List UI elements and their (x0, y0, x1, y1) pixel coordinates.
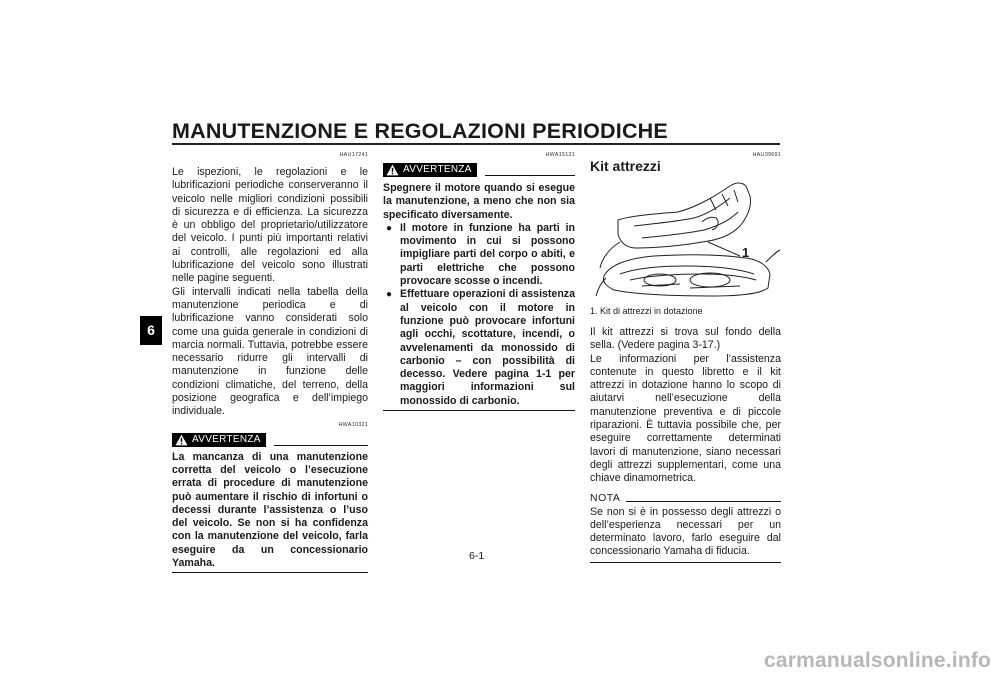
paragraph: Le ispezioni, le regolazioni e le lubrificazioni periodiche conserveranno il veicolo nelle migliori condizioni possibili di sicurezza e di efficienza. La sicurezza è un obbligo del proprietario/utilizzatore del veicolo. I punti più importanti relativi ai controlli, alle regolazioni ed alla lubrificazione del veicolo sono illustrati nelle pagine seguenti. (172, 166, 368, 285)
tool-kit-figure (590, 176, 781, 304)
warning-label: AVVERTENZA (192, 433, 261, 445)
warning-code: HWA10321 (338, 421, 368, 428)
bullet-icon: ● (386, 289, 393, 301)
title-rule (172, 143, 780, 145)
note-header (590, 490, 781, 504)
note-end-rule (590, 562, 781, 563)
note-rule (626, 501, 781, 502)
paragraph: Il kit attrezzi si trova sul fondo della sella. (Vedere pagina 3-17.) (590, 326, 781, 352)
warning-header (172, 429, 368, 447)
paragraph: Gli intervalli indicati nella tabella della manutenzione periodica e di lubrificazione vanno considerati solo come una guida generale in condizioni di marcia normali. Tuttavia, potrebbe essere necessario ridurre gli intervalli di manutenzione in funzione delle condizioni climatiche, del terreno, della posizione geografica e dell’impiego individuale. (172, 285, 368, 418)
page-title: MANUTENZIONE E REGOLAZIONI PERIODICHE (172, 119, 668, 143)
warning-text (383, 182, 575, 408)
column-middle (383, 152, 575, 411)
warning-rule (274, 445, 368, 446)
column-right (590, 152, 781, 563)
section-code: HAU17241 (339, 152, 368, 158)
note-text: Se non si è in possesso degli attrezzi o dell’esperienza necessari per un determinato lavoro, farlo eseguire dal concessionario Yamaha di fiducia. (590, 505, 781, 558)
page-number: 6-1 (469, 550, 485, 562)
column-left (172, 152, 368, 573)
warning-triangle-icon (386, 164, 399, 176)
warning-header (383, 159, 575, 177)
section-title: Kit attrezzi (590, 158, 661, 174)
bullet-text: Il motore in funzione ha parti in movimento in cui si possono impigliare parti del corpo o abiti, e parti elettriche che possono provocare scosse o incendi. (400, 221, 575, 288)
warning-rule (485, 175, 575, 176)
bullet-icon: ● (386, 222, 393, 234)
warning-code: HWA15121 (545, 152, 575, 158)
warning-end-rule (383, 410, 575, 411)
seat-underside-illustration (590, 176, 781, 304)
warning-badge (383, 163, 477, 177)
intro-text (172, 166, 368, 419)
warning-text: La mancanza di una manutenzione corretta del veicolo o l’esecuzione errata di procedure di manutenzione può aumentare il rischio di infortuni o decessi durante l’assistenza o l’uso del veicolo. Se non si ha confidenza con la manutenzione del veicolo, farla eseguire da un concessionario Yamaha. (172, 450, 368, 570)
warning-bullet-list (383, 222, 575, 408)
bullet-text: Effettuare operazioni di assistenza al veicolo con il motore in funzione può provocare infortuni agli occhi, scottature, incendi, o avvelenamenti da monossido di carbonio – con possibilità di decesso. Vedere pagina 1-1 per maggiori informazioni sul monossido di carbonio. (400, 288, 575, 407)
warning-label: AVVERTENZA (403, 164, 472, 175)
figure-caption: 1. Kit di attrezzi in dotazione (590, 306, 703, 316)
bullet-item (383, 222, 575, 288)
watermark: carmanualsonline.info (764, 649, 991, 672)
bullet-item (383, 288, 575, 408)
section-code: HAU39691 (752, 152, 781, 158)
paragraph: Le informazioni per l’assistenza contenute in questo libretto e il kit attrezzi in dotazione hanno lo scopo di aiutarvi nell’esecuzione della manutenzione preventiva e di piccole riparazioni. È tuttavia possibile che, per eseguire correttamente determinati lavori di manutenzione, siano necessari degli attrezzi supplementari, come una chiave dinamometrica. (590, 352, 781, 485)
warning-intro: Spegnere il motore quando si esegue la manutenzione, a meno che non sia specificato diversamente. (383, 182, 575, 221)
tool-kit-text (590, 326, 781, 486)
warning-badge (172, 433, 266, 447)
figure-callout: 1 (742, 245, 750, 260)
note-label: NOTA (590, 491, 621, 504)
warning-triangle-icon (175, 434, 188, 446)
chapter-tab: 6 (140, 316, 162, 345)
warning-end-rule (172, 572, 368, 573)
